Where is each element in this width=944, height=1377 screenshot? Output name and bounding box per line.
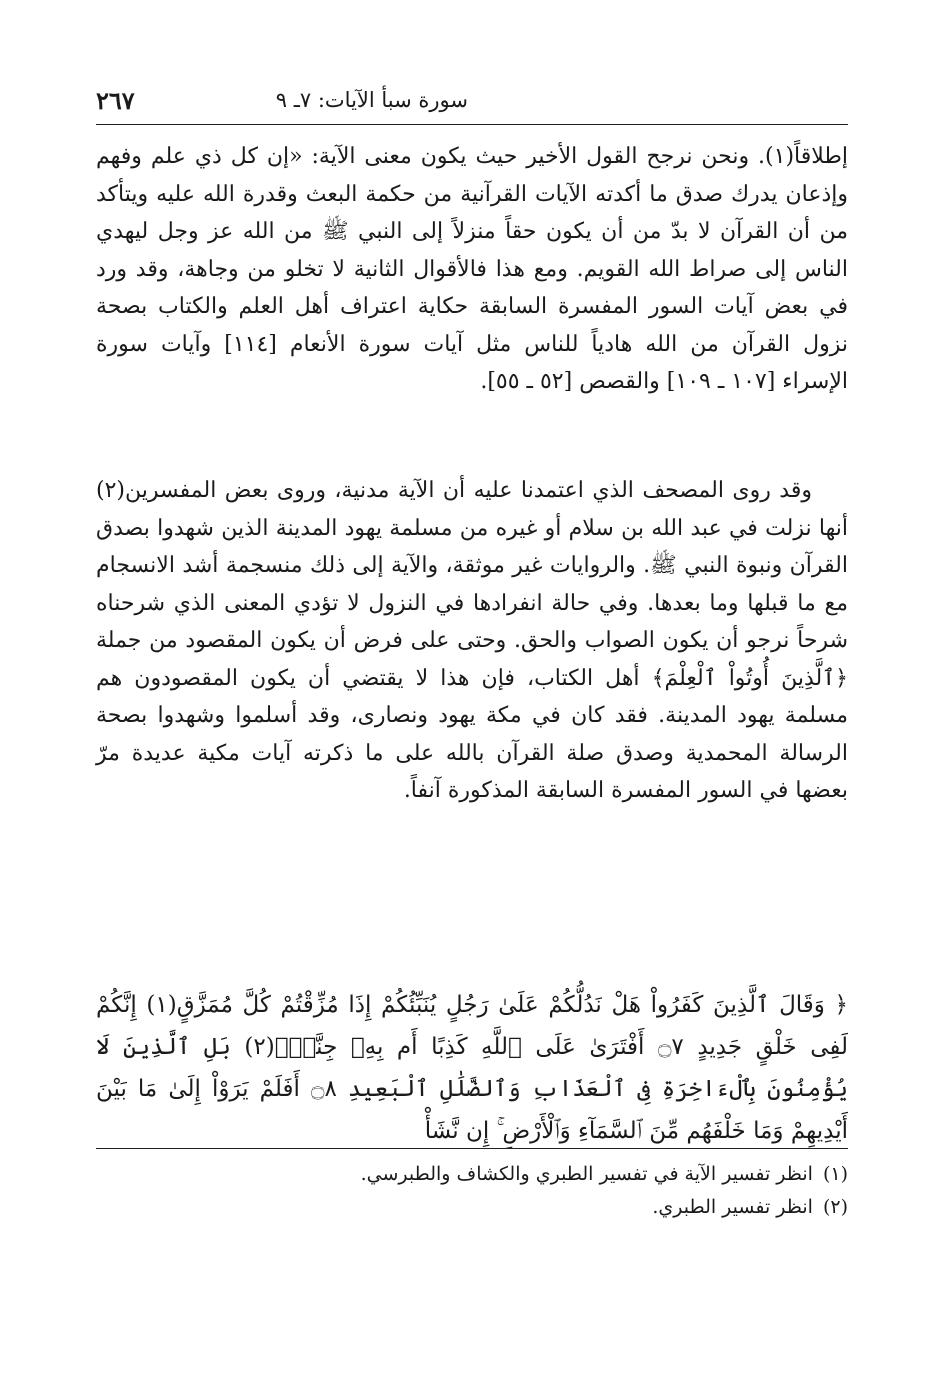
page-number: ٢٦٧ bbox=[96, 86, 135, 115]
footnote-text: انظر تفسير الطبري. bbox=[652, 1196, 813, 1218]
paragraph-1: إطلاقاً(١). ونحن نرجح القول الأخير حيث يكون معنى الآية: «إن كل ذي علم وفهم وإذعان يدرك صدق ما أكدته الآيات القرآنية من حكمة البعث وقدرة الله عليه ويتأكد من أن القرآن لا بدّ من أن يكون حقاً منزلاً إلى النبي ﷺ من الله عز وجل ليهدي الناس إلى صراط الله القويم. ومع هذا فالأقوال الثانية لا تخلو من وجاهة، وقد ورد في بعض آيات السور المفسرة السابقة حكاية اعتراف أهل العلم والكتاب بصحة نزول القرآن من الله هادياً للناس مثل آيات سورة الأنعام [١١٤] وآيات سورة الإسراء [١٠٧ ـ ١٠٩] والقصص [٥٢ ـ ٥٥]. bbox=[96, 144, 848, 394]
footnote-number: (١) bbox=[822, 1163, 848, 1185]
quran-verse: ﴿ وَقَالَ ٱلَّذِينَ كَفَرُواْ هَلْ نَدُلُّكُمْ عَلَىٰ رَجُلٍ يُنَبِّئُكُمْ إِذَا مُزِّقْتُمْ كُلَّ مُمَزَّقٍ(١) إِنَّكُمْ لَفِى خَلْقٍ جَدِيدٍ ۝٧ أَفْتَرَىٰ عَلَى ٱللَّهِ كَذِبًا أَم بِهِۦ جِنَّةٌۢ(٢) بَلِ ٱلَّذِينَ لَا يُؤْمِنُونَ بِٱلْءَاخِرَةِ فِى ٱلْعَذَابِ وَٱلضَّلَٰلِ ٱلْبَعِيدِ ۝٨ أَفَلَمْ يَرَوْاْ إِلَىٰ مَا بَيْنَ أَيْدِيهِمْ وَمَا خَلْفَهُم مِّنَ ٱلسَّمَآءِ وَٱلْأَرْضِ ۚ إِن نَّشَأْ bbox=[96, 992, 849, 1144]
running-title: سورة سبأ الآيات: ٧ـ ٩ bbox=[275, 88, 468, 112]
footnote-number: (٢) bbox=[822, 1196, 848, 1218]
footnote-2 bbox=[96, 1191, 848, 1224]
paragraph-2: وقد روى المصحف الذي اعتمدنا عليه أن الآية مدنية، وروى بعض المفسرين(٢) أنها نزلت في عبد الله بن سلام أو غيره من مسلمة يهود المدينة الذين شهدوا بصدق القرآن ونبوة النبي ﷺ. والروايات غير موثقة، والآية إلى ذلك منسجمة أشد الانسجام مع ما قبلها وما بعدها. وفي حالة انفرادها في النزول لا تؤدي المعنى الذي شرحناه شرحاً نرجو أن يكون الصواب والحق. وحتى على فرض أن يكون المقصود من جملة ﴿ٱلَّذِينَ أُوتُواْ ٱلْعِلْمَ﴾ أهل الكتاب، فإن هذا لا يقتضي أن يكون المقصودون هم مسلمة يهود المدينة. فقد كان في مكة يهود ونصارى، وقد أسلموا وشهدوا بصحة الرسالة المحمدية وصدق صلة القرآن بالله على ما ذكرته آيات مكية عديدة مرّ بعضها في السور المفسرة السابقة المذكورة آنفاً. bbox=[96, 478, 848, 803]
footnotes bbox=[96, 1158, 848, 1224]
footnote-1 bbox=[96, 1158, 848, 1191]
footnote-text: انظر تفسير الآية في تفسير الطبري والكشاف والطبرسي. bbox=[360, 1163, 813, 1185]
page-header bbox=[96, 84, 848, 125]
footnote-divider bbox=[96, 1148, 848, 1149]
